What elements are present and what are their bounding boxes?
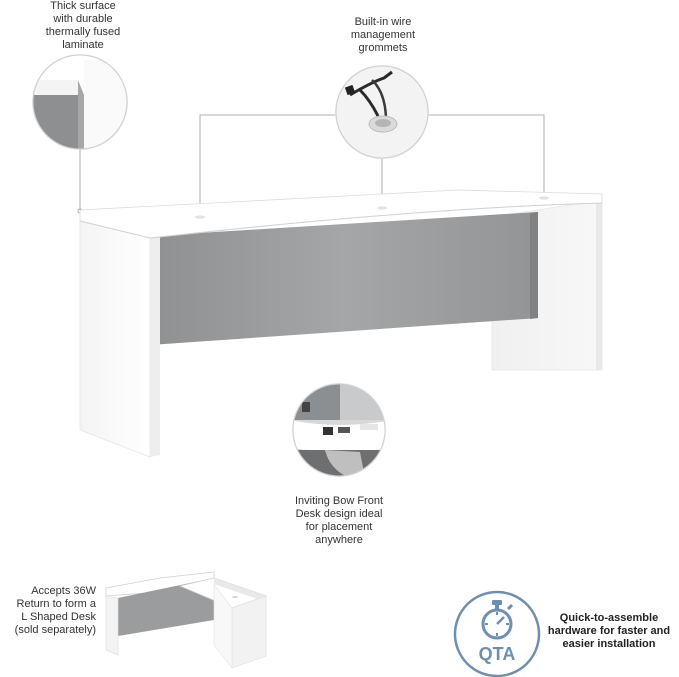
assembly-callout: Quick-to-assemble hardware for faster and easier installation bbox=[547, 612, 671, 650]
grommets-callout: Built-in wire management grommets bbox=[350, 16, 416, 54]
surface-callout: Thick surface with durable thermally fused laminate bbox=[45, 0, 121, 51]
bowfront-detail-image bbox=[290, 380, 393, 480]
l-desk-image bbox=[106, 572, 266, 668]
return-callout: Accepts 36W Return to form a L Shaped Desk (sold separately) bbox=[14, 585, 96, 636]
qta-label: QTA bbox=[478, 644, 516, 664]
bowfront-callout: Inviting Bow Front Desk design ideal for placement anywhere bbox=[294, 495, 384, 546]
surface-detail-image bbox=[30, 50, 144, 160]
grommet-detail-image bbox=[330, 60, 440, 170]
